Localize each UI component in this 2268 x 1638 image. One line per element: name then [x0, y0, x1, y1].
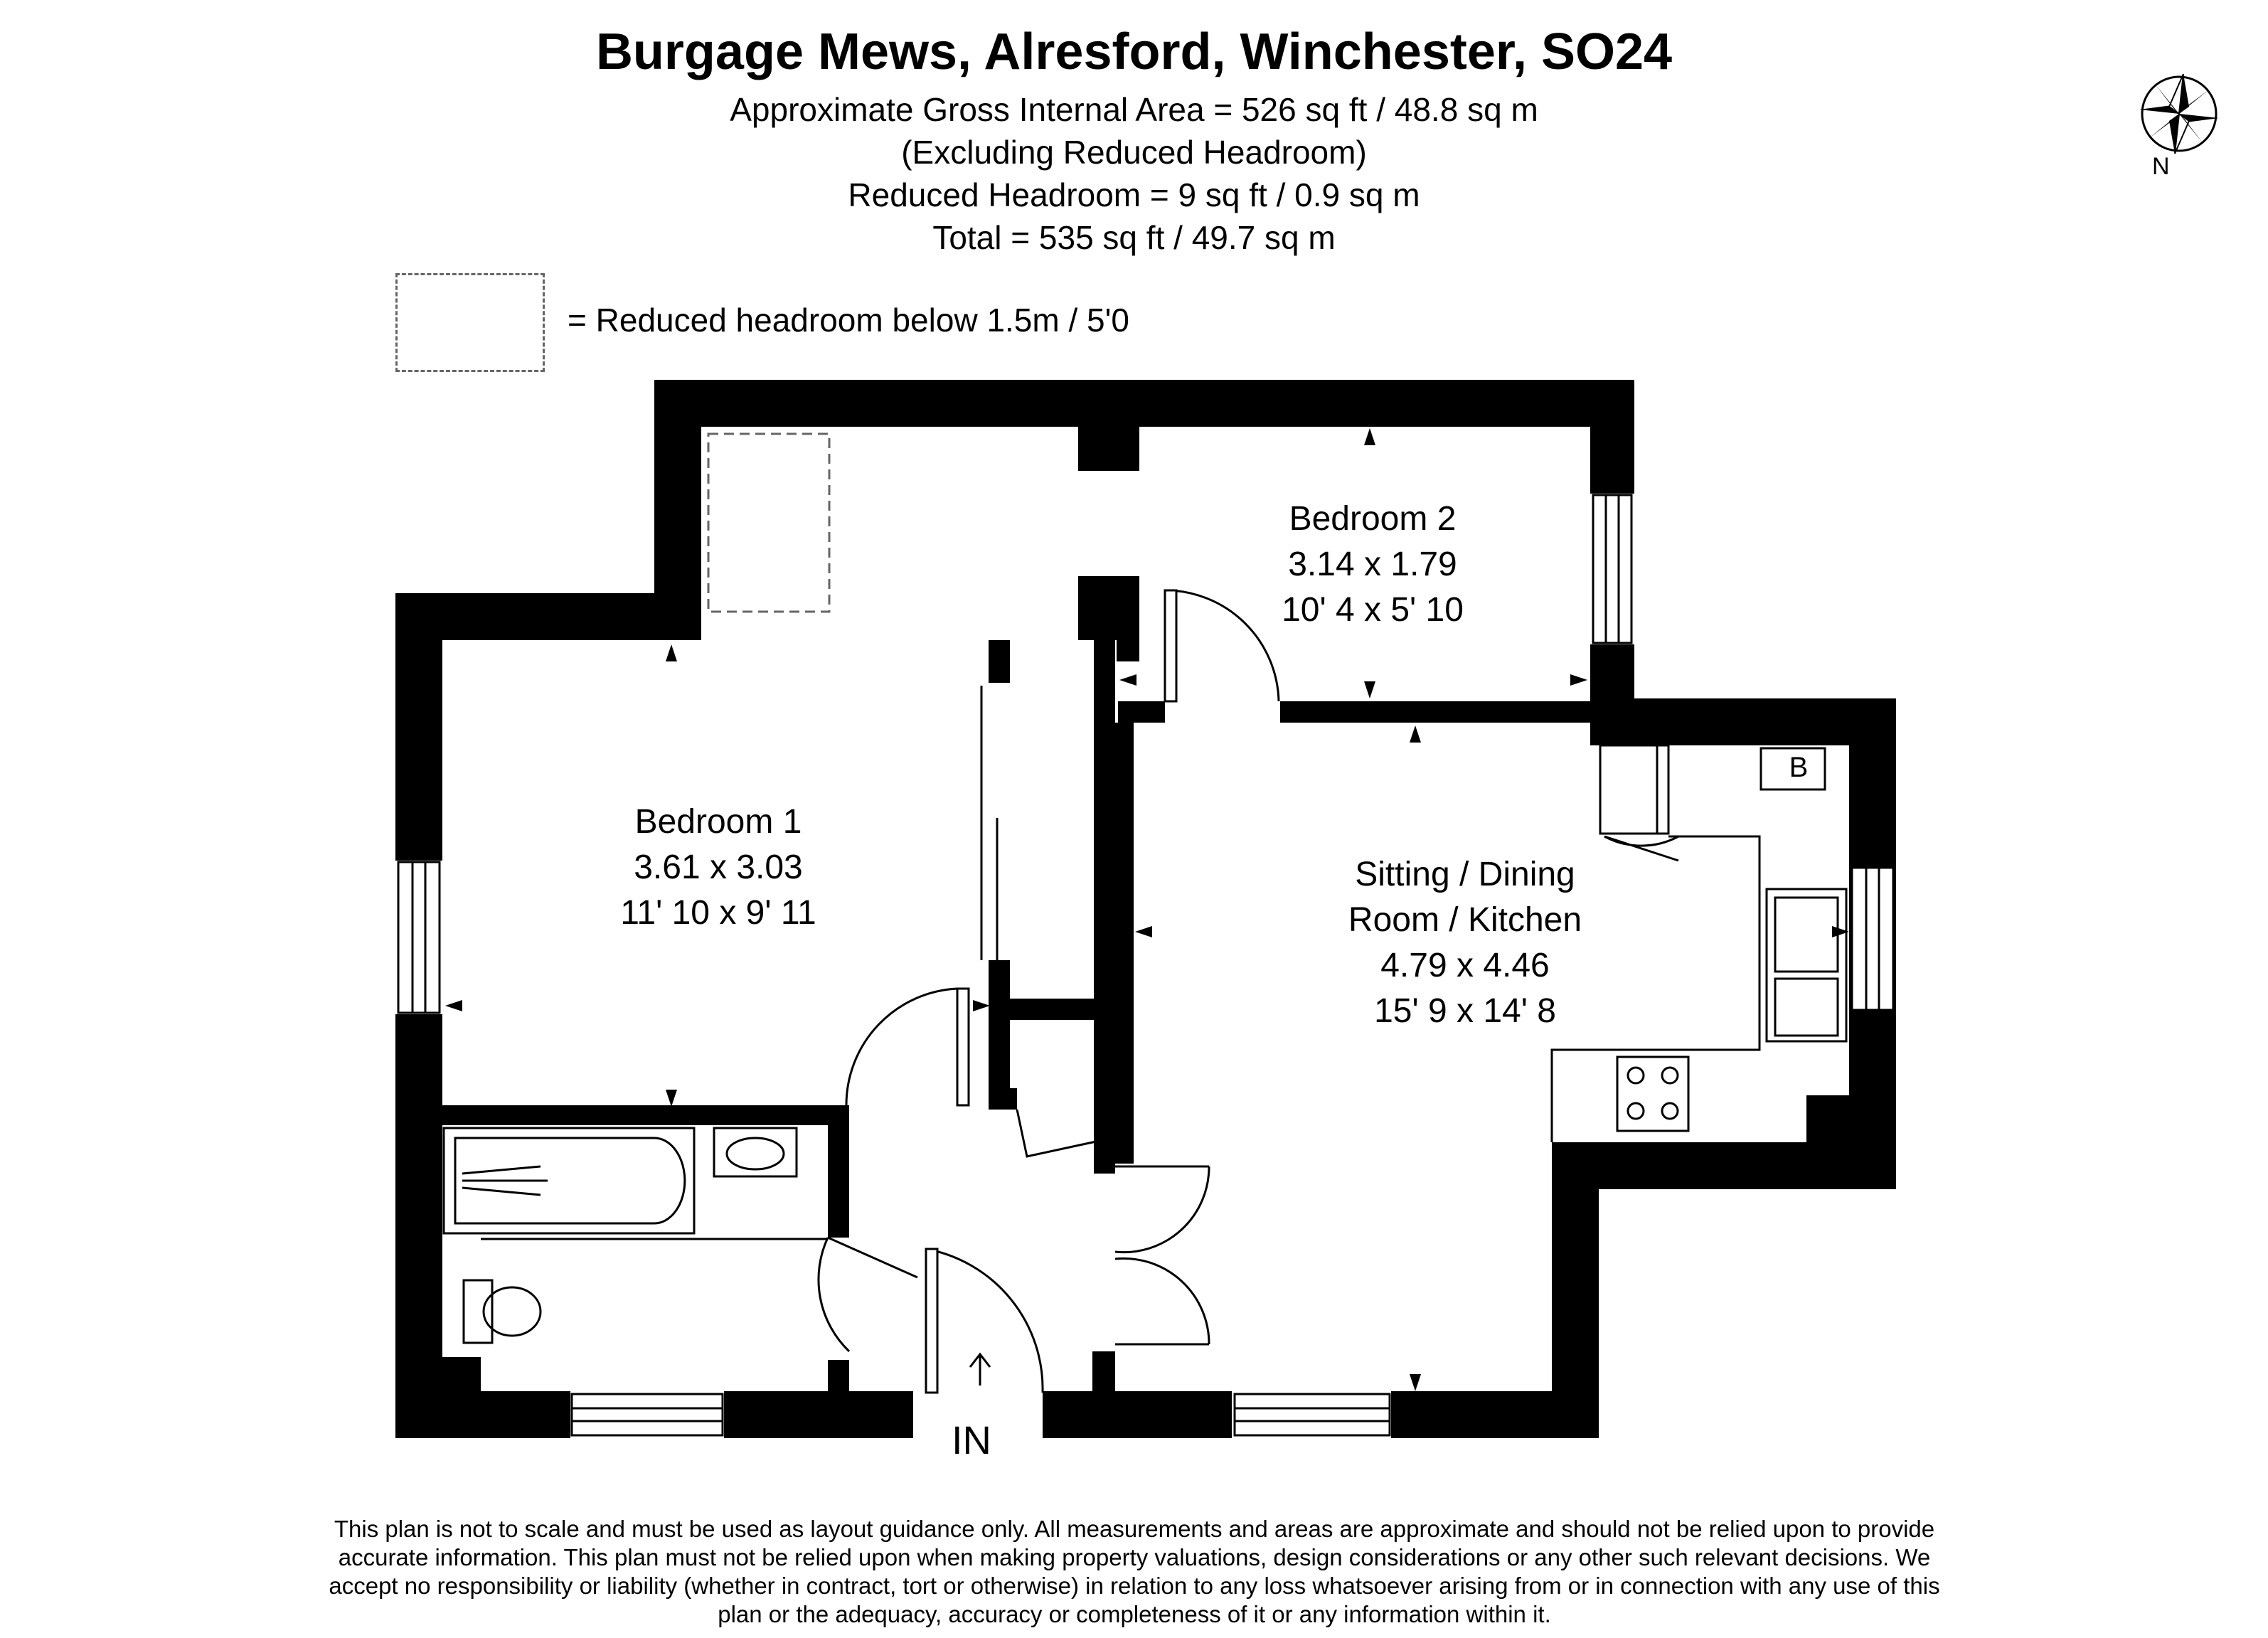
wardrobe	[981, 686, 997, 960]
room-name-line2: Room / Kitchen	[1348, 901, 1582, 939]
page-title: Burgage Mews, Alresford, Winchester, SO24	[595, 23, 1673, 80]
bathroom-fittings	[444, 1128, 828, 1343]
room-sitting-dining-kitchen	[1337, 852, 1593, 1034]
disclaimer: This plan is not to scale and must be used as layout guidance only. All measurements and areas are approximate and should not be relied upon to provide accurate information. This plan must not be relied upon when making property valuations, design considerations or any other such relevant decisions. We accept no responsibility or liability (whether in contract, tort or otherwise) in relation to any loss whatsoever arising from or in connection with any use of this plan or the adequacy, accuracy or completeness of it or any information within it.	[329, 1516, 1940, 1627]
total-area: Total = 535 sq ft / 49.7 sq m	[932, 219, 1336, 256]
room-name: Bedroom 1	[634, 803, 802, 841]
reduced-headroom-area: Reduced Headroom = 9 sq ft / 0.9 sq m	[848, 176, 1420, 213]
room-name: Bedroom 2	[1289, 500, 1457, 538]
room-imperial: 15' 9 x 14' 8	[1374, 992, 1556, 1030]
room-imperial: 11' 10 x 9' 11	[620, 894, 816, 932]
toilet-icon	[464, 1280, 492, 1343]
room-name-line1: Sitting / Dining	[1355, 856, 1575, 893]
entrance-arrow-icon	[970, 1354, 990, 1386]
kitchen-fittings	[1552, 745, 1846, 1142]
room-bedroom-2	[1252, 496, 1494, 633]
reduced-headroom-area	[708, 434, 829, 612]
room-metric: 4.79 x 4.46	[1380, 947, 1550, 984]
excluding-note: (Excluding Reduced Headroom)	[901, 134, 1367, 171]
hob-icon	[1617, 1057, 1688, 1131]
room-imperial: 10' 4 x 5' 10	[1282, 591, 1464, 629]
north-label: N	[2152, 153, 2170, 180]
boiler-label: B	[1789, 752, 1809, 783]
legend-reduced-headroom-text: = Reduced headroom below 1.5m / 5'0	[568, 302, 1129, 339]
room-metric: 3.14 x 1.79	[1288, 546, 1457, 583]
gross-internal-area: Approximate Gross Internal Area = 526 sq ft / 48.8 sq m	[730, 91, 1538, 128]
sink-icon	[1767, 889, 1846, 1041]
room-bedroom-1	[597, 799, 839, 936]
compass-rose-icon	[2139, 74, 2219, 154]
room-metric: 3.61 x 3.03	[634, 849, 803, 886]
entrance-label: IN	[952, 1418, 991, 1462]
